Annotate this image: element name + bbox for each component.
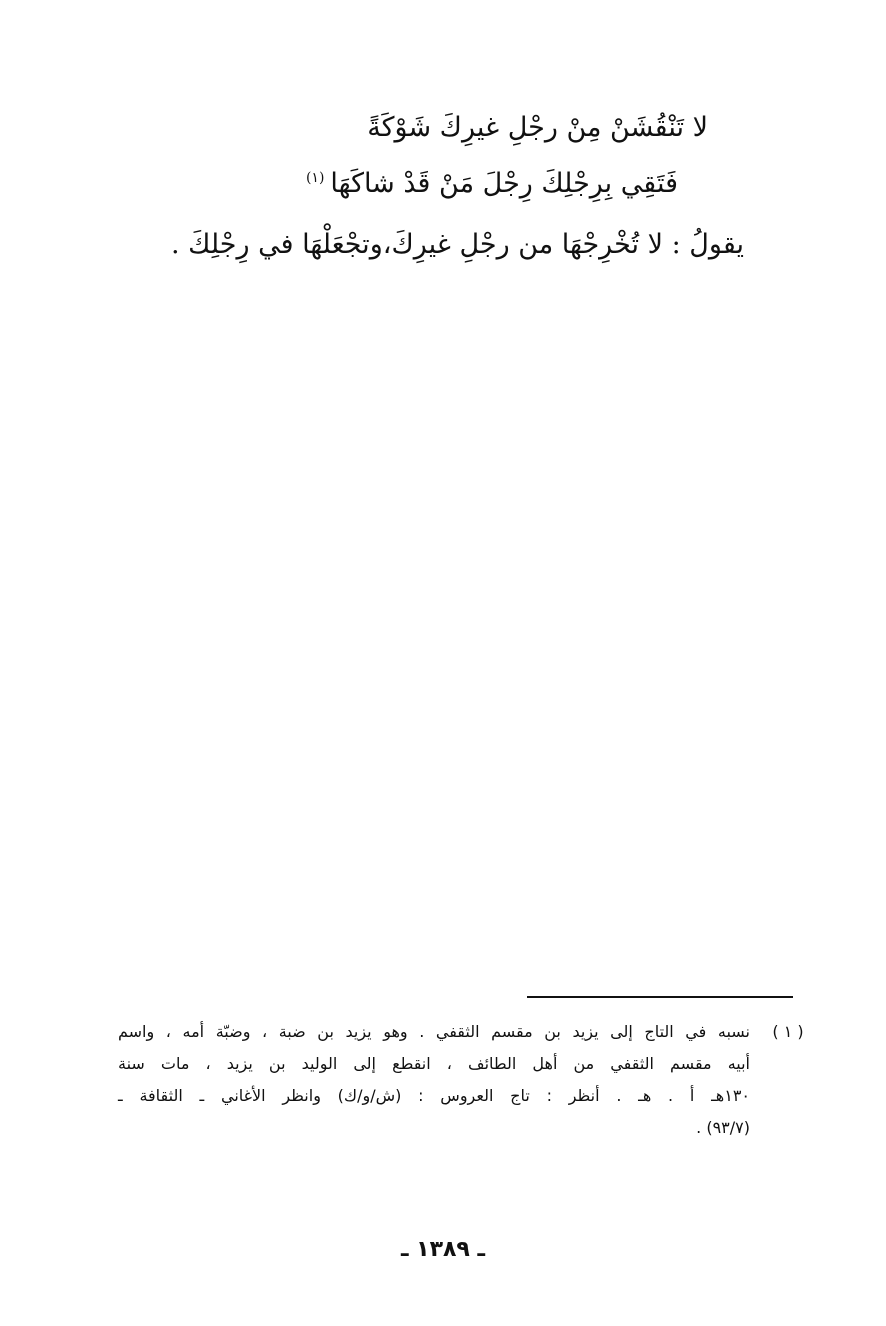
verse-line-1 — [367, 108, 708, 148]
footnote-text — [118, 1016, 750, 1144]
footnote-marker: (١) — [305, 170, 325, 186]
verse-line-2 — [306, 158, 678, 204]
verse-line-1-text: لا تَنْقُشَنْ مِنْ رجْلِ غيرِكَ شَوْكَةً — [367, 112, 708, 143]
page-number: ـ ١٣٨٩ ـ — [400, 1237, 486, 1262]
verse-line-2-text: فَتَقِي بِرِجْلِكَ رِجْلَ مَنْ قَدْ شاكَهَا — [330, 168, 678, 199]
footnote-line: نسبه في التاج إلى يزيد بن مقسم الثقفي . وهو يزيد بن ضبة ، وضبّة أمه ، واسم — [118, 1022, 750, 1041]
explanation-text: يقولُ : لا تُخْرِجْهَا من رجْلِ غيرِكَ،وتجْعَلْهَا في رِجْلِكَ . — [170, 229, 744, 260]
footnote-line: أبيه مقسم الثقفي من أهل الطائف ، انقطع إلى الوليد بن يزيد ، مات سنة — [118, 1054, 750, 1073]
footnote-separator — [527, 996, 793, 998]
footnote-line: (٩٣/٧) . — [696, 1118, 750, 1137]
footnote-line: ١٣٠هـ أ . هـ . أنظر : تاج العروس : (ش/و/ك) وانظر الأغاني ـ الثقافة ـ — [118, 1086, 750, 1105]
footnote-number: ( ١ ) — [772, 1022, 804, 1041]
